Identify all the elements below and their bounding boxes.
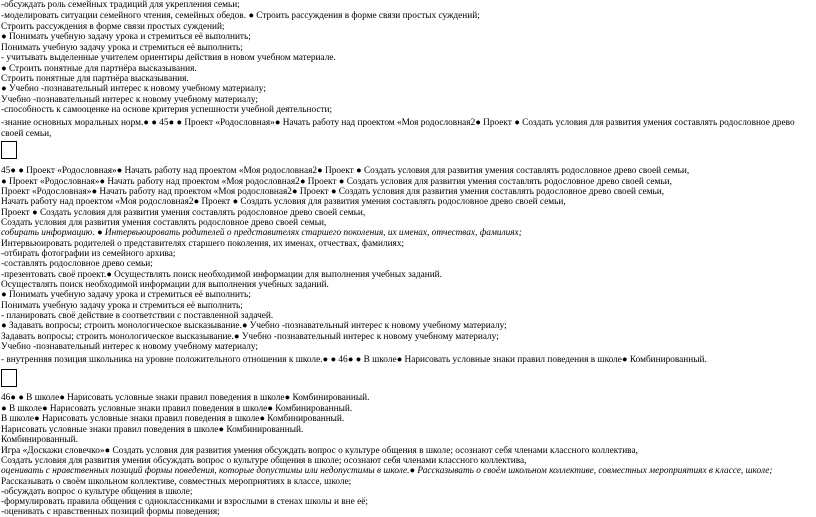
text-line: -способность к самооценке на основе критерия успешности учебной деятельности; bbox=[1, 105, 333, 115]
text-line: ● Учебно -познавательный интерес к новому учебному материалу; bbox=[1, 84, 266, 94]
text-line: -оценивать с нравственных позиций формы поведения; bbox=[1, 507, 220, 517]
text-line: Создать условия для развития умения составлять родословное древо своей семьи, bbox=[1, 218, 327, 228]
text-line: Задавать вопросы; строить монологическое высказывание.● Учебно -познавательный интерес к новому учебному материалу; bbox=[1, 332, 499, 342]
text-line: Понимать учебную задачу урока и стремиться её выполнить; bbox=[1, 301, 243, 311]
text-line: Осуществлять поиск необходимой информации для выполнения учебных заданий. bbox=[1, 280, 329, 290]
text-line: Понимать учебную задачу урока и стремиться её выполнить; bbox=[1, 43, 243, 53]
text-line: Рассказывать о своём школьном коллективе, совместных мероприятиях в классе, школе; bbox=[1, 477, 352, 487]
empty-box bbox=[1, 369, 17, 387]
text-line: Проект «Родословная»● Начать работу над проектом «Моя родословная2● Проект ● Создать условия для развития умения составлять родословное древо своей семьи, bbox=[1, 187, 665, 197]
text-line: -презентовать своё проект.● Осуществлять поиск необходимой информации для выполнения учебных заданий. bbox=[1, 270, 442, 280]
text-line: -отбирать фотографии из семейного архива; bbox=[1, 249, 176, 259]
text-line: - внутренняя позиция школьника на уровне положительного отношения к школе.● ● 46● ● В школе● Нарисовать условные знаки правил поведения в школе● Комбинированный. bbox=[1, 355, 707, 365]
text-line: Комбинированный. bbox=[1, 435, 78, 445]
text-line: -составлять родословное древо семьи; bbox=[1, 259, 153, 269]
text-line: ● Проект «Родословная»● Начать работу над проектом «Моя родословная2● Проект ● Создать условия для развития умения составлять родословное древо своей семьи, bbox=[1, 177, 672, 187]
text-line: Интервьюировать родителей о представителях старшего поколения, их именах, отчествах, фамилиях; bbox=[1, 239, 405, 249]
text-line: ● Задавать вопросы; строить монологическое высказывание.● Учебно -познавательный интерес к новому учебному материалу; bbox=[1, 321, 507, 331]
text-line: Строить понятные для партнёра высказывания. bbox=[1, 74, 189, 84]
text-line: -знание основных моральных норм.● ● 45● ● Проект «Родословная»● Начать работу над проектом «Моя родословная2● Проект ● Создать условия для развития умения составлять родословное древо своей семьи, bbox=[1, 118, 795, 139]
text-line: Начать работу над проектом «Моя родословная2● Проект ● Создать условия для развития умения составлять родословное древо своей семьи, bbox=[1, 197, 566, 207]
text-line: Проект ● Создать условия для развития умения составлять родословное древо своей семьи, bbox=[1, 208, 366, 218]
text-line: - учитывать выделенные учителем ориентиры действия в новом учебном материале. bbox=[1, 53, 336, 63]
text-line: ● Строить понятные для партнёра высказывания. bbox=[1, 64, 197, 74]
text-line: -моделировать ситуации семейного чтения, семейных обедов. ● Строить рассуждения в форме связи простых суждений; bbox=[1, 11, 480, 21]
text-line: ● В школе● Нарисовать условные знаки правил поведения в школе● Комбинированный. bbox=[1, 404, 353, 414]
text-line: 46● ● В школе● Нарисовать условные знаки правил поведения в школе● Комбинированный. bbox=[1, 393, 370, 403]
text-line: оценивать с нравственных позиций формы поведения, которые допустимы или недопустимы в школе.● Рассказывать о своём школьном коллективе, совместных мероприятиях в классе, школе; bbox=[1, 466, 773, 476]
text-line: -обсуждать вопрос о культуре общения в школе; bbox=[1, 487, 193, 497]
text-line: Строить рассуждения в форме связи простых суждений; bbox=[1, 22, 225, 32]
text-line: - планировать своё действие в соответствии с поставленной задачей. bbox=[1, 311, 274, 321]
text-line: Нарисовать условные знаки правил поведения в школе● Комбинированный. bbox=[1, 425, 304, 435]
text-line: Учебно -познавательный интерес к новому учебному материалу; bbox=[1, 342, 258, 352]
text-line: 45● ● Проект «Родословная»● Начать работу над проектом «Моя родословная2● Проект ● Создать условия для развития умения составлять родословное древо своей семьи, bbox=[1, 166, 690, 176]
text-line: -формулировать правила общения с одноклассниками и взрослыми в стенах школы и вне её; bbox=[1, 497, 368, 507]
empty-box bbox=[1, 141, 17, 159]
text-line: ● Понимать учебную задачу урока и стремиться её выполнить; bbox=[1, 32, 251, 42]
text-line: Учебно -познавательный интерес к новому учебному материалу; bbox=[1, 95, 258, 105]
text-line: собирать информацию. ● Интервьюировать родителей о представителях старшего поколения, их именах, отчествах, фамилиях; bbox=[1, 228, 522, 238]
text-line: Создать условия для развития умения обсуждать вопрос о культуре общения в школе; осознают себя членами классного коллектива, bbox=[1, 456, 527, 466]
text-line: -обсуждать роль семейных традиций для укрепления семьи; bbox=[1, 0, 240, 10]
text-line: В школе● Нарисовать условные знаки правил поведения в школе● Комбинированный. bbox=[1, 414, 345, 424]
text-line: Игра «Доскажи словечко»● Создать условия для развития умения обсуждать вопрос о культуре общения в школе; осознают себя членами классного коллектива, bbox=[1, 446, 638, 456]
text-line: ● Понимать учебную задачу урока и стремиться её выполнить; bbox=[1, 290, 251, 300]
